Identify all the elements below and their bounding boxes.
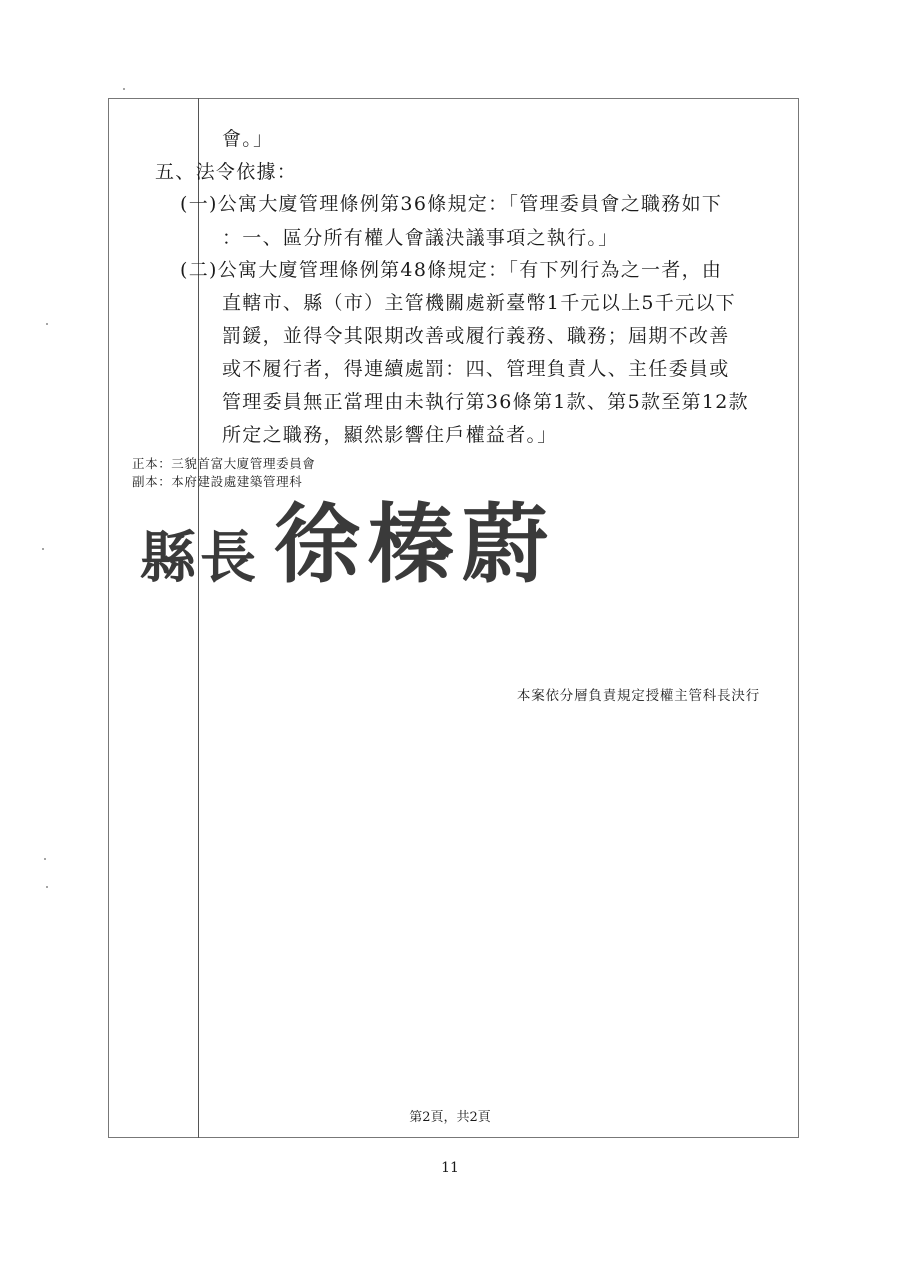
document-frame [108, 98, 799, 1138]
scan-speck [123, 88, 125, 90]
body-line-8: 或不履行者，得連續處罰：四、管理負責人、主任委員或 [222, 358, 730, 380]
scan-speck [42, 548, 44, 550]
signature-name: 徐榛蔚 [274, 494, 556, 595]
primary-recipient: 正本：三貌首富大廈管理委員會 [132, 456, 316, 471]
body-line-5: (二)公寓大廈管理條例第48條規定：「有下列行為之一者，由 [180, 259, 723, 281]
body-line-1: 會。」 [222, 128, 274, 150]
scan-speck [44, 858, 46, 860]
scan-speck [46, 323, 48, 325]
body-line-9: 管理委員無正當理由未執行第36條第1款、第5款至第12款 [222, 391, 749, 413]
page-indicator: 第2頁，共2頁 [409, 1110, 491, 1125]
body-line-7: 罰鍰，並得令其限期改善或履行義務、職務；屆期不改善 [222, 325, 730, 347]
signature-title: 縣長 [140, 525, 260, 591]
body-line-3: (一)公寓大廈管理條例第36條規定：「管理委員會之職務如下 [180, 193, 723, 215]
section-heading-legal-basis: 五、法令依據： [155, 161, 298, 183]
margin-rule [198, 98, 199, 1138]
body-line-6: 直轄市、縣（市）主管機關處新臺幣1千元以上5千元以下 [222, 292, 736, 314]
body-line-10: 所定之職務，顯然影響住戶權益者。」 [222, 424, 558, 446]
body-line-4: ：一、區分所有權人會議決議事項之執行。」 [222, 227, 619, 249]
scan-speck [46, 886, 48, 888]
sheet-number: 11 [441, 1160, 459, 1176]
authorization-note: 本案依分層負責規定授權主管科長決行 [516, 688, 760, 704]
magistrate-signature-stamp [140, 490, 556, 610]
copy-recipient: 副本：本府建設處建築管理科 [132, 474, 303, 489]
